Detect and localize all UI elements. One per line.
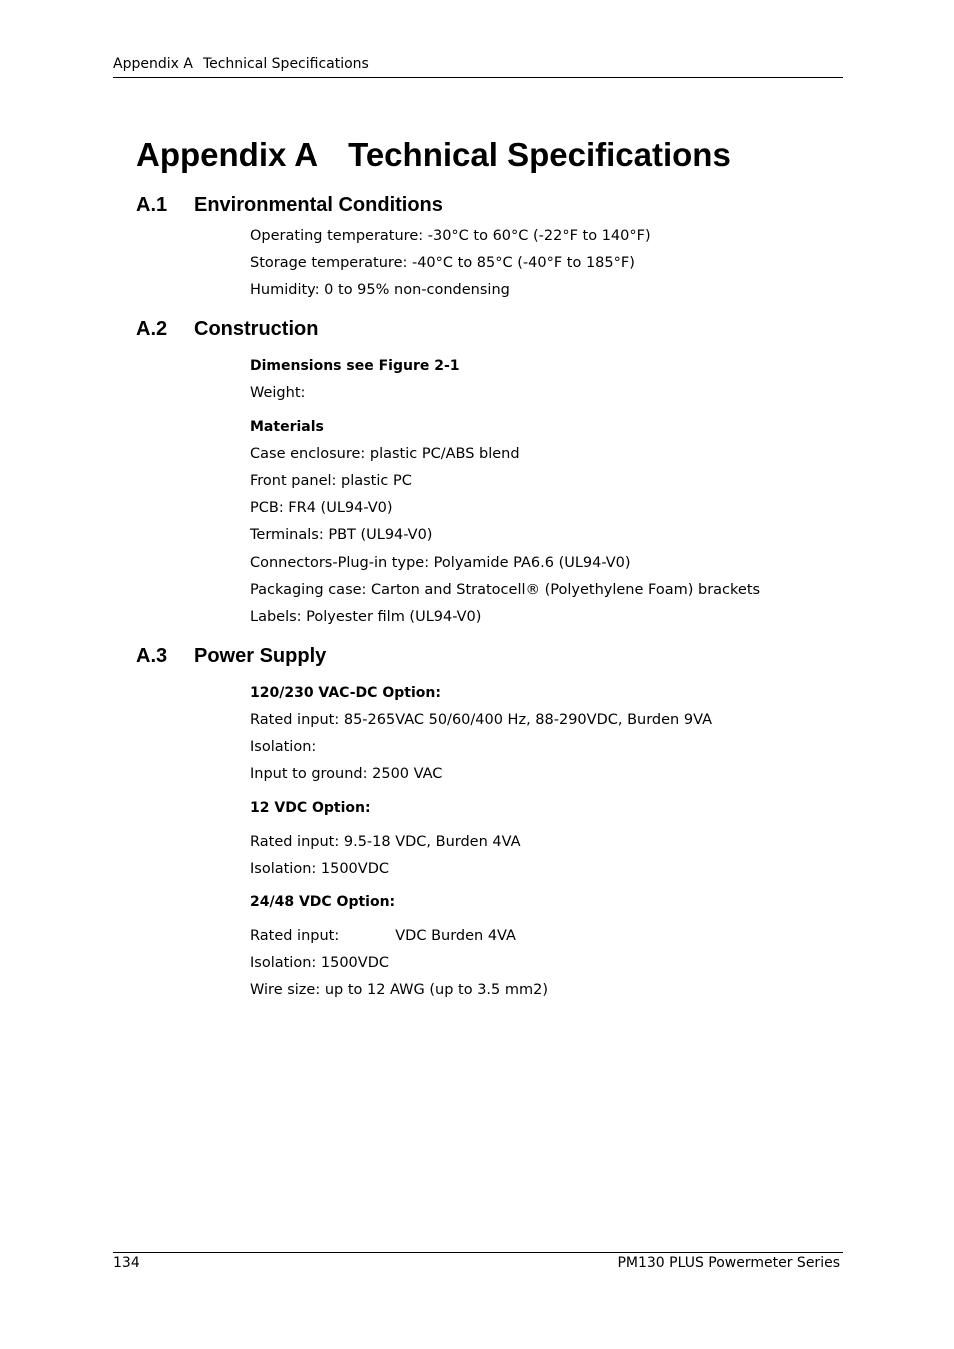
spec-weight: Weight: (250, 385, 306, 401)
spec-24-48vdc-isolation: Isolation: 1500VDC (250, 955, 389, 971)
spec-pcb: PCB: FR4 (UL94-V0) (250, 500, 393, 516)
spec-front-panel: Front panel: plastic PC (250, 473, 412, 489)
title-text: Technical Specifications (348, 136, 731, 173)
section-title: Environmental Conditions (194, 194, 443, 216)
spec-storage-temperature: Storage temperature: -40°C to 85°C (-40°F to 185°F) (250, 255, 635, 271)
spec-case-enclosure: Case enclosure: plastic PC/ABS blend (250, 446, 520, 462)
spec-vac-dc-rated-input: Rated input: 85-265VAC 50/60/400 Hz, 88-290VDC, Burden 9VA (250, 712, 712, 728)
running-footer (113, 1252, 843, 1271)
footer-product-name: PM130 PLUS Powermeter Series (617, 1255, 840, 1271)
spec-operating-temperature: Operating temperature: -30°C to 60°C (-22°F to 140°F) (250, 228, 651, 244)
section-title: Construction (194, 318, 319, 340)
title-label: Appendix A (136, 136, 319, 173)
spec-24-48vdc-rated-input (250, 927, 516, 945)
spec-dimensions-heading: Dimensions see Figure 2-1 (250, 358, 460, 374)
section-number: A.2 (136, 318, 168, 340)
spec-packaging-case: Packaging case: Carton and Stratocell® (Polyethylene Foam) brackets (250, 582, 761, 598)
section-heading-power-supply (136, 644, 326, 668)
spec-vac-dc-isolation: Isolation: (250, 739, 317, 755)
spec-labels: Labels: Polyester film (UL94-V0) (250, 609, 482, 625)
spec-connectors: Connectors-Plug-in type: Polyamide PA6.6 (UL94-V0) (250, 555, 631, 571)
section-number: A.3 (136, 645, 168, 667)
spec-12vdc-option-heading: 12 VDC Option: (250, 800, 371, 816)
section-heading-construction (136, 317, 318, 341)
header-title: Technical Specifications (202, 56, 369, 72)
section-heading-environmental (136, 193, 443, 217)
rated-input-label: Rated input: (250, 928, 340, 944)
spec-humidity: Humidity: 0 to 95% non-condensing (250, 282, 510, 298)
page-number: 134 (113, 1255, 140, 1271)
spec-12vdc-isolation: Isolation: 1500VDC (250, 861, 389, 877)
spec-12vdc-rated-input: Rated input: 9.5-18 VDC, Burden 4VA (250, 834, 521, 850)
header-appendix-label: Appendix A (113, 56, 193, 72)
section-title: Power Supply (194, 645, 327, 667)
spec-terminals: Terminals: PBT (UL94-V0) (250, 527, 433, 543)
running-header (113, 55, 843, 78)
spec-wire-size: Wire size: up to 12 AWG (up to 3.5 mm2) (250, 982, 548, 998)
spec-vac-dc-option-heading: 120/230 VAC-DC Option: (250, 685, 441, 701)
spec-24-48vdc-option-heading: 24/48 VDC Option: (250, 894, 396, 910)
rated-input-value: VDC Burden 4VA (395, 928, 516, 944)
spec-materials-heading: Materials (250, 419, 324, 435)
spec-input-to-ground: Input to ground: 2500 VAC (250, 766, 443, 782)
page-title (136, 134, 731, 176)
section-number: A.1 (136, 194, 168, 216)
